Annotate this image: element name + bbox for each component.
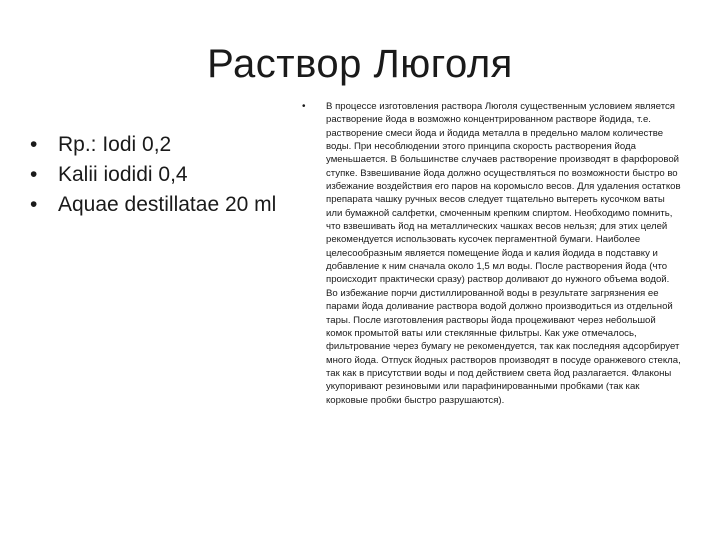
slide-title: Раствор Люголя	[207, 42, 513, 86]
recipe-item-aquae	[30, 190, 300, 220]
bullet: •	[30, 163, 38, 186]
recipe-item-iodi	[30, 130, 300, 160]
recipe-item-text: Rp.: Iodi 0,2	[58, 133, 172, 156]
bullet: •	[302, 101, 306, 112]
recipe-item-text: Kalii iodidi 0,4	[58, 163, 188, 186]
description-block	[302, 100, 682, 407]
description-text: В процессе изготовления раствора Люголя существенным условием является растворение йода в возможно концентрированном растворе йодида, т.е. растворение смеси йода и йодида металла в предельно малом количестве воды. При несоблюдении этого принципа скорость растворения йода уменьшается. В большинстве случаев растворение производят в фарфоровой ступке. Взвешивание йода должно осуществляться по возможности быстро во избежание воздействия его паров на коромысло весов. Для удаления остатков препарата чашку ручных весов следует тщательно вытереть кусочком ваты или бумажной салфетки, смоченным крепким спиртом. Необходимо помнить, что взвешивать йод на металлических чашках весов нельзя; для этих целей рекомендуется использовать кусочек пергаментной бумаги. Наиболее целесообразным является помещение йода и калия йодида в подставку и добавление к ним сначала около 1,5 мл воды. После растворения йода (что происходит практически сразу) раствор доливают до нужного объема водой. Во избежание порчи дистиллированной воды в результате загрязнения ее парами йода доливание раствора водой должно производиться из отдельной тары. После изготовления растворы йода процеживают через небольшой комок промытой ваты или стеклянные фильтры. Как уже отмечалось, фильтрование через бумагу не рекомендуется, так как последняя адсорбирует много йода. Отпуск йодных растворов производят в посуде оранжевого стекла, так как в присутствии воды и под действием света йод разлагается. Флаконы укупоривают резиновыми или парафинированными пробками (так как корковые пробки быстро разрушаются).	[326, 101, 681, 406]
recipe-item-text: Aquae destillatae 20 ml	[58, 193, 277, 216]
recipe-list	[30, 130, 300, 220]
recipe-item-kalii-iodidi	[30, 160, 300, 190]
bullet: •	[30, 133, 38, 156]
bullet: •	[30, 193, 38, 216]
